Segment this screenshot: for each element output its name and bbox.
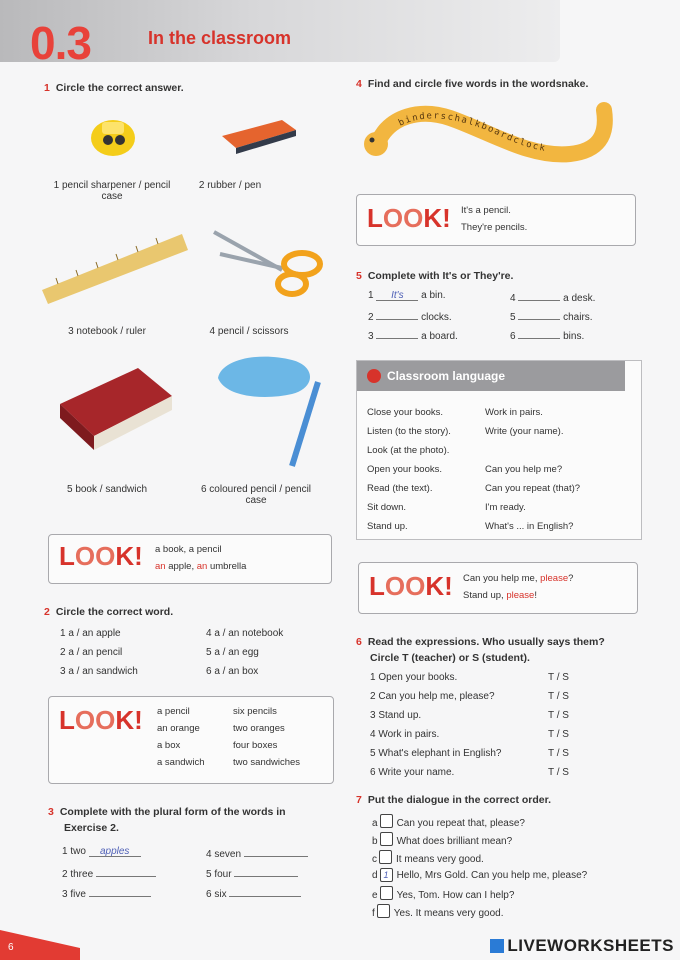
liveworksheets-logo[interactable]: LIVEWORKSHEETS <box>490 936 674 956</box>
look-plurals: six pencils two oranges four boxes two sandwiches <box>233 706 301 768</box>
ex7-item-a: a Can you repeat that, please? <box>372 814 525 829</box>
look-singulars: a pencil an orange a box a sandwich <box>157 706 205 768</box>
ex2-item-3[interactable]: 3 a / an sandwich <box>60 666 138 677</box>
ex7-title: 7 Put the dialogue in the correct order. <box>356 794 552 806</box>
ex5-answer-1[interactable]: It's <box>376 290 418 301</box>
ex6-option-4[interactable]: T / S <box>548 729 569 740</box>
ex3-item-1: 1 two apples <box>62 846 141 857</box>
ex3-item-3: 3 five <box>62 886 151 900</box>
ex6-title-line2: Circle T (teacher) or S (student). <box>370 652 530 664</box>
ex2-item-1[interactable]: 1 a / an apple <box>60 628 121 639</box>
classroom-language-header <box>357 361 625 391</box>
ex3-answer-4[interactable] <box>244 846 308 857</box>
ex1-item-2: 2 rubber / pen <box>198 180 262 191</box>
ex2-item-2[interactable]: 2 a / an pencil <box>60 647 123 658</box>
audio-icon[interactable] <box>367 369 381 383</box>
ex7-item-b: b What does brilliant mean? <box>372 832 512 847</box>
scissors-image <box>210 228 328 300</box>
ex7-item-f: f Yes. It means very good. <box>372 904 503 919</box>
pencil-sharpener-image <box>88 112 138 160</box>
classroom-language-box <box>356 360 642 540</box>
ex3-item-6: 6 six <box>206 886 301 900</box>
ex1-item-5: 5 book / sandwich <box>66 484 148 495</box>
wordsnake-letters: binderschalkboardclock <box>397 111 548 155</box>
ex5-item-3: 3 a board. <box>368 328 458 342</box>
ex2-item-6[interactable]: 6 a / an box <box>206 666 259 677</box>
classroom-language-title: Classroom language <box>387 369 506 383</box>
ex6-option-6[interactable]: T / S <box>548 767 569 778</box>
ex5-answer-6[interactable] <box>518 328 560 339</box>
ex5-item-1: 1 It's a bin. <box>368 290 446 301</box>
ex4-title: 4 Find and circle five words in the wordsnake. <box>356 78 589 90</box>
look-logo: LOOK! <box>59 705 143 735</box>
ex7-order-box-f[interactable] <box>377 904 390 918</box>
ex3-item-5: 5 four <box>206 866 298 880</box>
ex7-item-c: c It means very good. <box>372 850 484 865</box>
ruler-image <box>38 228 190 306</box>
ex5-answer-5[interactable] <box>518 309 560 320</box>
wordsnake-image <box>360 96 630 188</box>
page-number: 6 <box>8 942 14 953</box>
ex3-answer-6[interactable] <box>229 886 301 897</box>
ex1-item-3: 3 notebook / ruler <box>68 326 146 337</box>
rubber-image <box>216 114 300 154</box>
look-box-please <box>358 562 638 614</box>
coloured-pencil-image <box>212 352 330 472</box>
ex5-answer-4[interactable] <box>518 290 560 301</box>
ex6-option-1[interactable]: T / S <box>548 672 569 683</box>
ex6-item-5: 5 What's elephant in English? <box>370 748 502 759</box>
look-logo: LOOK! <box>369 571 453 601</box>
ex5-answer-2[interactable] <box>376 309 418 320</box>
ex3-item-4: 4 seven <box>206 846 308 860</box>
ex3-answer-3[interactable] <box>89 886 151 897</box>
ex7-order-box-d[interactable]: 1 <box>380 868 393 882</box>
ex6-option-2[interactable]: T / S <box>548 691 569 702</box>
ex3-answer-2[interactable] <box>96 866 156 877</box>
ex3-answer-1[interactable]: apples <box>89 846 141 857</box>
ex6-item-2: 2 Can you help me, please? <box>370 691 495 702</box>
liveworksheets-icon <box>490 939 504 953</box>
ex1-item-6: 6 coloured pencil / pencil case <box>200 484 312 506</box>
ex7-order-box-c[interactable] <box>379 850 392 864</box>
ex3-title-line2: Exercise 2. <box>64 822 119 834</box>
ex7-order-box-b[interactable] <box>380 832 393 846</box>
look-box-articles <box>48 534 332 584</box>
ex1-item-1: 1 pencil sharpener / pencil case <box>53 180 171 202</box>
ex6-item-1: 1 Open your books. <box>370 672 458 683</box>
page-title: In the classroom <box>148 28 292 48</box>
ex5-answer-3[interactable] <box>376 328 418 339</box>
look-logo: LOOK! <box>59 541 143 571</box>
ex6-item-3: 3 Stand up. <box>370 710 422 721</box>
ex2-item-4[interactable]: 4 a / an notebook <box>206 628 284 639</box>
ex7-order-box-e[interactable] <box>380 886 393 900</box>
classroom-language-right: Work in pairs. Write (your name). Can you help me? Can you repeat (that)? I'm ready. What's ... in English? <box>485 407 581 532</box>
ex6-item-6: 6 Write your name. <box>370 767 455 778</box>
ex7-item-e: e Yes, Tom. How can I help? <box>372 886 514 901</box>
ex1-title: 1 Circle the correct answer. <box>44 82 184 94</box>
ex2-item-5[interactable]: 5 a / an egg <box>206 647 259 658</box>
ex5-item-2: 2 clocks. <box>368 309 452 323</box>
ex6-item-4: 4 Work in pairs. <box>370 729 440 740</box>
ex7-order-box-a[interactable] <box>380 814 393 828</box>
ex3-answer-5[interactable] <box>234 866 298 877</box>
look-please-text: Can you help me, please? Stand up, please! <box>463 573 574 601</box>
ex6-title: 6 Read the expressions. Who usually says them? <box>356 636 605 648</box>
look-articles-text: a book, a pencil an apple, an umbrella <box>155 544 247 572</box>
look-box-its-theyre <box>356 194 636 246</box>
classroom-language-left: Close your books. Listen (to the story). Look (at the photo). Open your books. Read (the text). Sit down. Stand up. <box>367 407 451 532</box>
ex5-item-5: 5 chairs. <box>510 309 593 323</box>
ex3-item-2: 2 three <box>62 866 156 880</box>
look-its-text: It's a pencil. They're pencils. <box>461 205 528 233</box>
ex3-title: 3 Complete with the plural form of the words in <box>48 806 286 818</box>
unit-number: 0.3 <box>30 17 91 69</box>
look-logo: LOOK! <box>367 203 451 233</box>
book-image <box>56 364 176 456</box>
ex5-item-6: 6 bins. <box>510 328 584 342</box>
look-box-plurals <box>48 696 334 784</box>
ex6-option-5[interactable]: T / S <box>548 748 569 759</box>
ex5-title: 5 Complete with It's or They're. <box>356 270 514 282</box>
ex7-item-d: d 1 Hello, Mrs Gold. Can you help me, please? <box>372 870 588 881</box>
ex1-item-4: 4 pencil / scissors <box>209 326 289 337</box>
ex2-title: 2 Circle the correct word. <box>44 606 174 618</box>
ex6-option-3[interactable]: T / S <box>548 710 569 721</box>
ex5-item-4: 4 a desk. <box>510 290 595 304</box>
